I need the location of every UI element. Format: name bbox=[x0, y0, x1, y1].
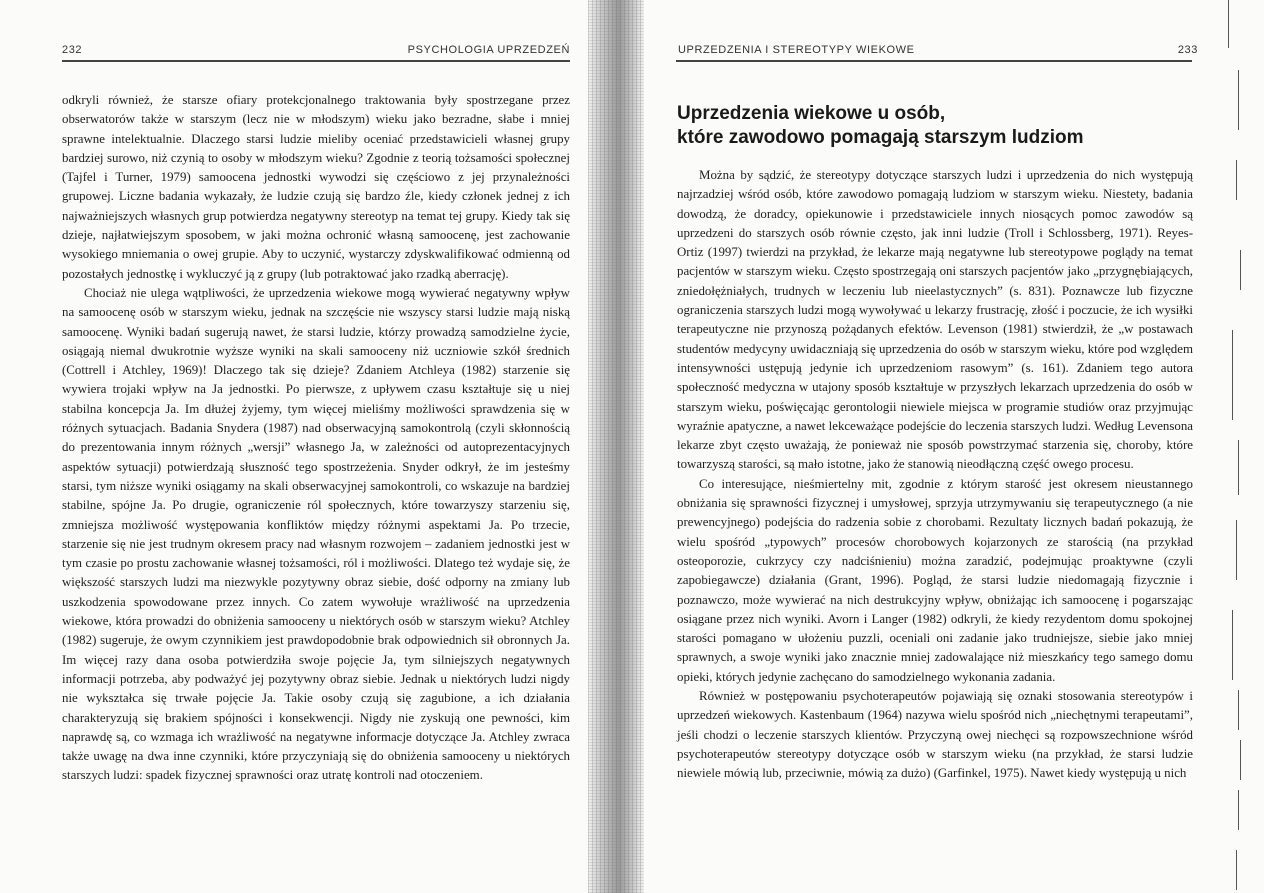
scan-edge-mark bbox=[1232, 610, 1233, 680]
running-head-right: UPRZEDZENIA I STEREOTYPY WIEKOWE bbox=[678, 44, 915, 56]
paragraph: Można by sądzić, że stereotypy dotyczące starszych ludzi i uprzedzenia do nich występują najrzadziej wśród osób, które zawodowo pomagają ludziom w starszym wieku. Niestety, badania dowodzą, że doradcy, opiekunowie i przedstawiciele innych niosących pomoc zawodów są uprzedzeni do starszych osób równie często, jak inni ludzie (Troll i Schlossberg, 1971). Reyes-Ortiz (1997) twierdzi na przykład, że lekarze mają negatywne lub stereotypowe poglądy na temat pacjentów w starszym wieku. Często spostrzegają oni starszych pacjentów jako „przygnębiających, zniedołężniałych, trudnych w leczeniu lub nieelastycznych” (s. 831). Poznawcze lub fizyczne ograniczenia starszych ludzi mogą wywoływać u lekarzy frustrację, złość i poczucie, że ich wysiłki terapeutyczne nie przynoszą pożądanych efektów. Levenson (1981) stwierdził, że „w postawach studentów medycyny uwidaczniają się uprzedzenia do osób w starszym wieku, które pod względem intensywności ustępują jedynie ich uprzedzeniom rasowym” (s. 161). Zdaniem tego autora społeczność medyczna w utajony sposób kształtuje w przyszłych lekarzach uprzedzenia do osób w starszym wieku, poświęcając gerontologii niewiele miejsca w programie studiów oraz przyjmując wyraźnie apatyczne, a nawet lekceważące podejście do leczenia starszych ludzi. Według Levensona lekarze zbyt często uważają, że ponieważ nie sposób powstrzymać starzenia się, choroby, które towarzyszą starości, są mało istotne, jako że stanowią nieodłączną część owego procesu. bbox=[677, 168, 1193, 472]
paragraph: Chociaż nie ulega wątpliwości, że uprzedzenia wiekowe mogą wywierać negatywny wpływ na samoocenę osób w starszym wieku, jednak na szczęście nie wszyscy starsi ludzie mają niską samoocenę. Wyniki badań sugerują nawet, że starsi ludzie, którzy prowadzą samodzielne życie, osiągają niemal dwukrotnie wyższe wyniki na skali samooceny niż uczniowie szkół średnich (Cottrell i Atchley, 1969)! Dlaczego tak się dzieje? Zdaniem Atchleya (1982) starzenie się wywiera trojaki wpływ na Ja jednostki. Po pierwsze, z upływem czasu kształtuje się u niej stabilna koncepcja Ja. Im dłużej żyjemy, tym więcej mieliśmy możliwości sprawdzenia się w różnych sytuacjach. Badania Snydera (1987) nad obserwacyjną samokontrolą (czyli skłonnością do prezentowania innym różnych „wersji” własnego Ja, w zależności od autoprezentacyjnych aspektów sytuacji) potwierdzają słuszność tego spostrzeżenia. Snyder odkrył, że im jesteśmy starsi, tym niższe wyniki osiągamy na skali obserwacyjnej samokontroli, co wskazuje na bardziej stabilne, spójne Ja. Po drugie, ograniczenie ról społecznych, które towarzyszy starzeniu się, zmniejsza możliwość występowania konfliktów między różnymi aspektami Ja. Po trzecie, starzenie się nie jest trudnym okresem pracy nad własnym rozwojem – zadaniem jednostki jest w tym czasie po prostu zachowanie własnej tożsamości, ról i możliwości. Dlatego też wydaje się, że większość starszych ludzi ma niezwykle pozytywny obraz siebie, dość odporny na zmiany lub uszkodzenia spowodowane przez innych. Co zatem wywołuje wrażliwość na uprzedzenia wiekowe, która prowadzi do obniżenia samooceny u niektórych osób w starszym wieku? Atchley (1982) sugeruje, że owym czynnikiem jest prawdopodobnie brak odpowiednich sił obronnych Ja. Im więcej razy dana osoba potwierdziła swoje pojęcie Ja, tym silniejszych negatywnych informacji potrzeba, aby podważyć jej pozytywny obraz siebie. Jednak u niektórych ludzi nigdy nie wykształca się trwałe pojęcie Ja. Takie osoby czują się zagubione, a ich działania charakteryzują się brakiem spójności i konsekwencji. Nigdy nie zyskują one pewności, kim naprawdę są, co wzmaga ich wrażliwość na negatywne informacje dotyczące Ja. Atchley zwraca także uwagę na dwa inne czynniki, które przyczyniają się do obniżenia samooceny u niektórych starszych ludzi: spadek fizycznej sprawności oraz utratę kontroli nad otoczeniem. bbox=[62, 285, 570, 783]
scan-edge-mark bbox=[1238, 790, 1239, 830]
paragraph: Co interesujące, nieśmiertelny mit, zgodnie z którym starość jest okresem nieustannego obniżania się sprawności fizycznej i umysłowej, sprzyja utrzymywaniu się terapeutycznego (a nie prewencyjnego) podejścia do radzenia sobie z chorobami. Rezultaty licznych badań pokazują, że wielu spośród „typowych” procesów chorobowych kojarzonych ze starością (na przykład osteoporozie, cukrzycy czy nadciśnieniu) można zaradzić, podejmując proaktywne (czyli zapobiegawcze) działania (Grant, 1996). Pogląd, że starsi ludzie niedomagają fizycznie i poznawczo, może wywierać na nich destrukcyjny wpływ, obniżając ich samoocenę i pogarszając osiągane przez nich wyniki. Avorn i Langer (1982) odkryli, że kiedy rezydentom domu spokojnej starości pomagano w ułożeniu puzzli, oceniali oni zadanie jako trudniejsze, siebie jako mniej sprawnych, a swoje wyniki jako znacznie mniej zadowalające niż mieszkańcy tego samego domu opieki, których jedynie zachęcano do samodzielnego wykonania zadania. bbox=[677, 476, 1193, 684]
paragraph: odkryli również, że starsze ofiary protekcjonalnego traktowania były spostrzegane przez obserwatorów także w starszym (lecz nie w młodszym) wieku jako bezradne, słabe i mniej sprawne intelektualnie. Dlaczego starsi ludzie mieliby oceniać przedstawicieli własnej grupy bardziej surowo, niż czynią to osoby w młodszym wieku? Zgodnie z teorią tożsamości społecznej (Tajfel i Turner, 1979) samoocena jednostki wywodzi się częściowo z jej przynależności grupowej. Liczne badania wykazały, że ludzie czują się bardzo źle, kiedy członek jednej z ich najważniejszych własnych grup potwierdza negatywny stereotyp na temat tej grupy. Kiedy tak się dzieje, najłatwiejszym sposobem, w jaki można ochronić własną samoocenę, jest zachowanie wysokiego mniemania o owej grupie. Aby to uczynić, wystarczy zdyskwalifikować odmienną od pozostałych jednostkę i wykluczyć ją z grupy (lub potraktować jako rzadką aberrację). bbox=[62, 93, 570, 281]
paragraph: Również w postępowaniu psychoterapeutów pojawiają się oznaki stosowania stereotypów i uprzedzeń wiekowych. Kastenbaum (1964) nazywa wielu spośród nich „niechętnymi terapeutami”, jeśli chodzi o leczenie starszych klientów. Przyczyną owej niechęci są rozpowszechnione wśród psychoterapeutów stereotypy dotyczące osób w starszym wieku (na przykład, że starsi ludzie niewiele mówią lub, przeciwnie, mówią za dużo) (Garfinkel, 1975). Nawet kiedy występują u nich bbox=[677, 689, 1193, 781]
section-heading-line-2: które zawodowo pomagają starszym ludziom bbox=[677, 127, 1084, 148]
scan-edge-mark bbox=[1238, 440, 1239, 495]
page-number-left: 232 bbox=[62, 44, 83, 56]
body-text-left bbox=[62, 91, 570, 786]
header-rule-left bbox=[62, 60, 570, 62]
scan-edge-mark bbox=[1238, 70, 1239, 130]
section-heading bbox=[677, 102, 1193, 150]
right-page bbox=[640, 0, 1240, 893]
body-text-right bbox=[677, 166, 1193, 784]
scan-edge-mark bbox=[1240, 740, 1241, 780]
scan-edge-mark bbox=[1236, 850, 1237, 890]
scan-edge-mark bbox=[1240, 250, 1241, 290]
scan-edge-mark bbox=[1228, 0, 1229, 48]
header-rule-right bbox=[676, 60, 1192, 62]
scan-edge-mark bbox=[1232, 330, 1233, 420]
book-spine-gutter bbox=[588, 0, 644, 893]
scan-edge-mark bbox=[1238, 690, 1239, 730]
scan-edge-mark bbox=[1236, 520, 1237, 580]
running-head-left: PSYCHOLOGIA UPRZEDZEŃ bbox=[407, 44, 570, 56]
section-heading-line-1: Uprzedzenia wiekowe u osób, bbox=[677, 103, 946, 124]
scan-edge-mark bbox=[1236, 160, 1237, 200]
page-number-right: 233 bbox=[1177, 44, 1198, 56]
left-page bbox=[0, 0, 600, 893]
